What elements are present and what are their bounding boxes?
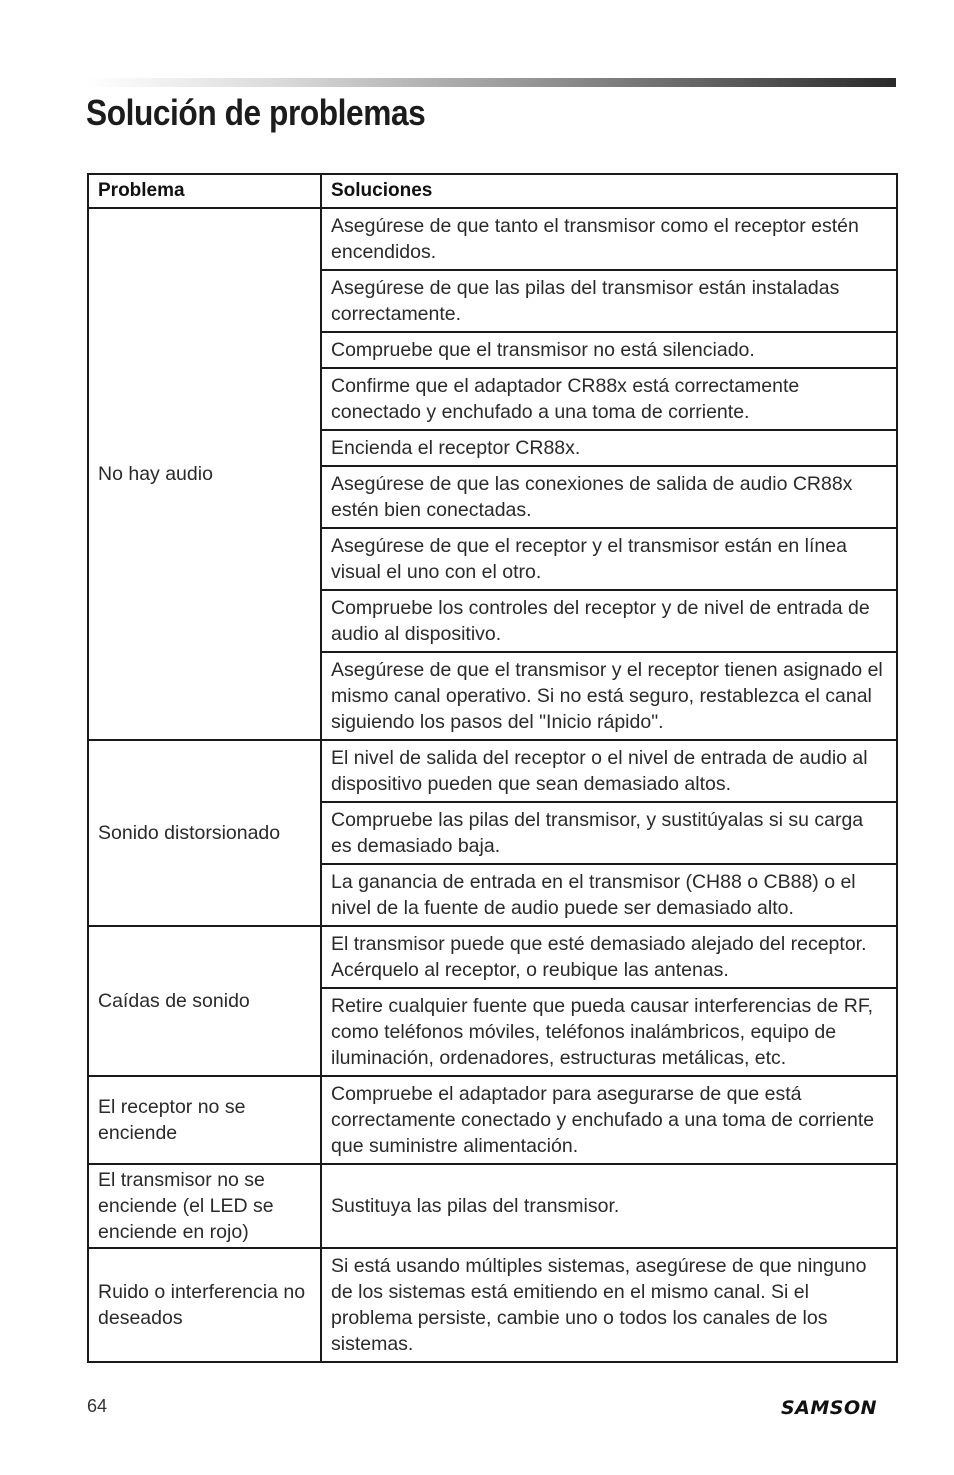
- svg-text:SAMSON: SAMSON: [781, 1397, 878, 1418]
- solution-cell: Confirme que el adaptador CR88x está correctamente conectado y enchufado a una toma de corriente.: [321, 368, 897, 430]
- solution-cell: Encienda el receptor CR88x.: [321, 430, 897, 466]
- column-header-solutions: Soluciones: [321, 174, 897, 208]
- solution-cell: Compruebe el adaptador para asegurarse de que está correctamente conectado y enchufado a una toma de corriente que suministre alimentación.: [321, 1076, 897, 1164]
- problem-cell: No hay audio: [88, 208, 321, 740]
- samson-logo-graphic: [780, 1396, 896, 1418]
- solution-cell: Compruebe las pilas del transmisor, y sustitúyalas si su carga es demasiado baja.: [321, 802, 897, 864]
- page-title: Solución de problemas: [86, 92, 426, 133]
- troubleshooting-table: [87, 173, 898, 1363]
- solution-cell: El nivel de salida del receptor o el nivel de entrada de audio al dispositivo pueden que sean demasiado altos.: [321, 740, 897, 802]
- solution-cell: Asegúrese de que las conexiones de salida de audio CR88x estén bien conectadas.: [321, 466, 897, 528]
- problem-cell: Sonido distorsionado: [88, 740, 321, 926]
- solution-cell: Asegúrese de que las pilas del transmisor están instaladas correctamente.: [321, 270, 897, 332]
- problem-cell: Caídas de sonido: [88, 926, 321, 1076]
- table-header-row: [88, 174, 897, 208]
- solution-cell: Asegúrese de que el transmisor y el receptor tienen asignado el mismo canal operativo. Si no está seguro, restablezca el canal siguiendo los pasos del "Inicio rápido".: [321, 652, 897, 740]
- problem-cell: El transmisor no se enciende (el LED se enciende en rojo): [88, 1164, 321, 1248]
- table-row: [88, 1164, 897, 1248]
- samson-logo: [780, 1396, 896, 1418]
- problem-cell: Ruido o interferencia no deseados: [88, 1248, 321, 1362]
- page-number: 64: [87, 1396, 108, 1416]
- table-row: [88, 740, 897, 802]
- table-row: [88, 1248, 897, 1362]
- header-gradient-bar: [87, 78, 896, 87]
- table-row: [88, 208, 897, 270]
- column-header-problem: Problema: [88, 174, 321, 208]
- table-row: [88, 926, 897, 988]
- table-row: [88, 1076, 897, 1164]
- solution-cell: La ganancia de entrada en el transmisor (CH88 o CB88) o el nivel de la fuente de audio puede ser demasiado alto.: [321, 864, 897, 926]
- solution-cell: Asegúrese de que tanto el transmisor como el receptor estén encendidos.: [321, 208, 897, 270]
- solution-cell: Compruebe que el transmisor no está silenciado.: [321, 332, 897, 368]
- solution-cell: Compruebe los controles del receptor y de nivel de entrada de audio al dispositivo.: [321, 590, 897, 652]
- solution-cell: El transmisor puede que esté demasiado alejado del receptor. Acérquelo al receptor, o reubique las antenas.: [321, 926, 897, 988]
- solution-cell: Si está usando múltiples sistemas, asegúrese de que ninguno de los sistemas está emitiendo en el mismo canal. Si el problema persiste, cambie uno o todos los canales de los sistemas.: [321, 1248, 897, 1362]
- solution-cell: Asegúrese de que el receptor y el transmisor están en línea visual el uno con el otro.: [321, 528, 897, 590]
- table-body: [88, 174, 897, 1362]
- problem-cell: El receptor no se enciende: [88, 1076, 321, 1164]
- solution-cell: Sustituya las pilas del transmisor.: [321, 1164, 897, 1248]
- solution-cell: Retire cualquier fuente que pueda causar interferencias de RF, como teléfonos móviles, teléfonos inalámbricos, equipo de iluminación, ordenadores, estructuras metálicas, etc.: [321, 988, 897, 1076]
